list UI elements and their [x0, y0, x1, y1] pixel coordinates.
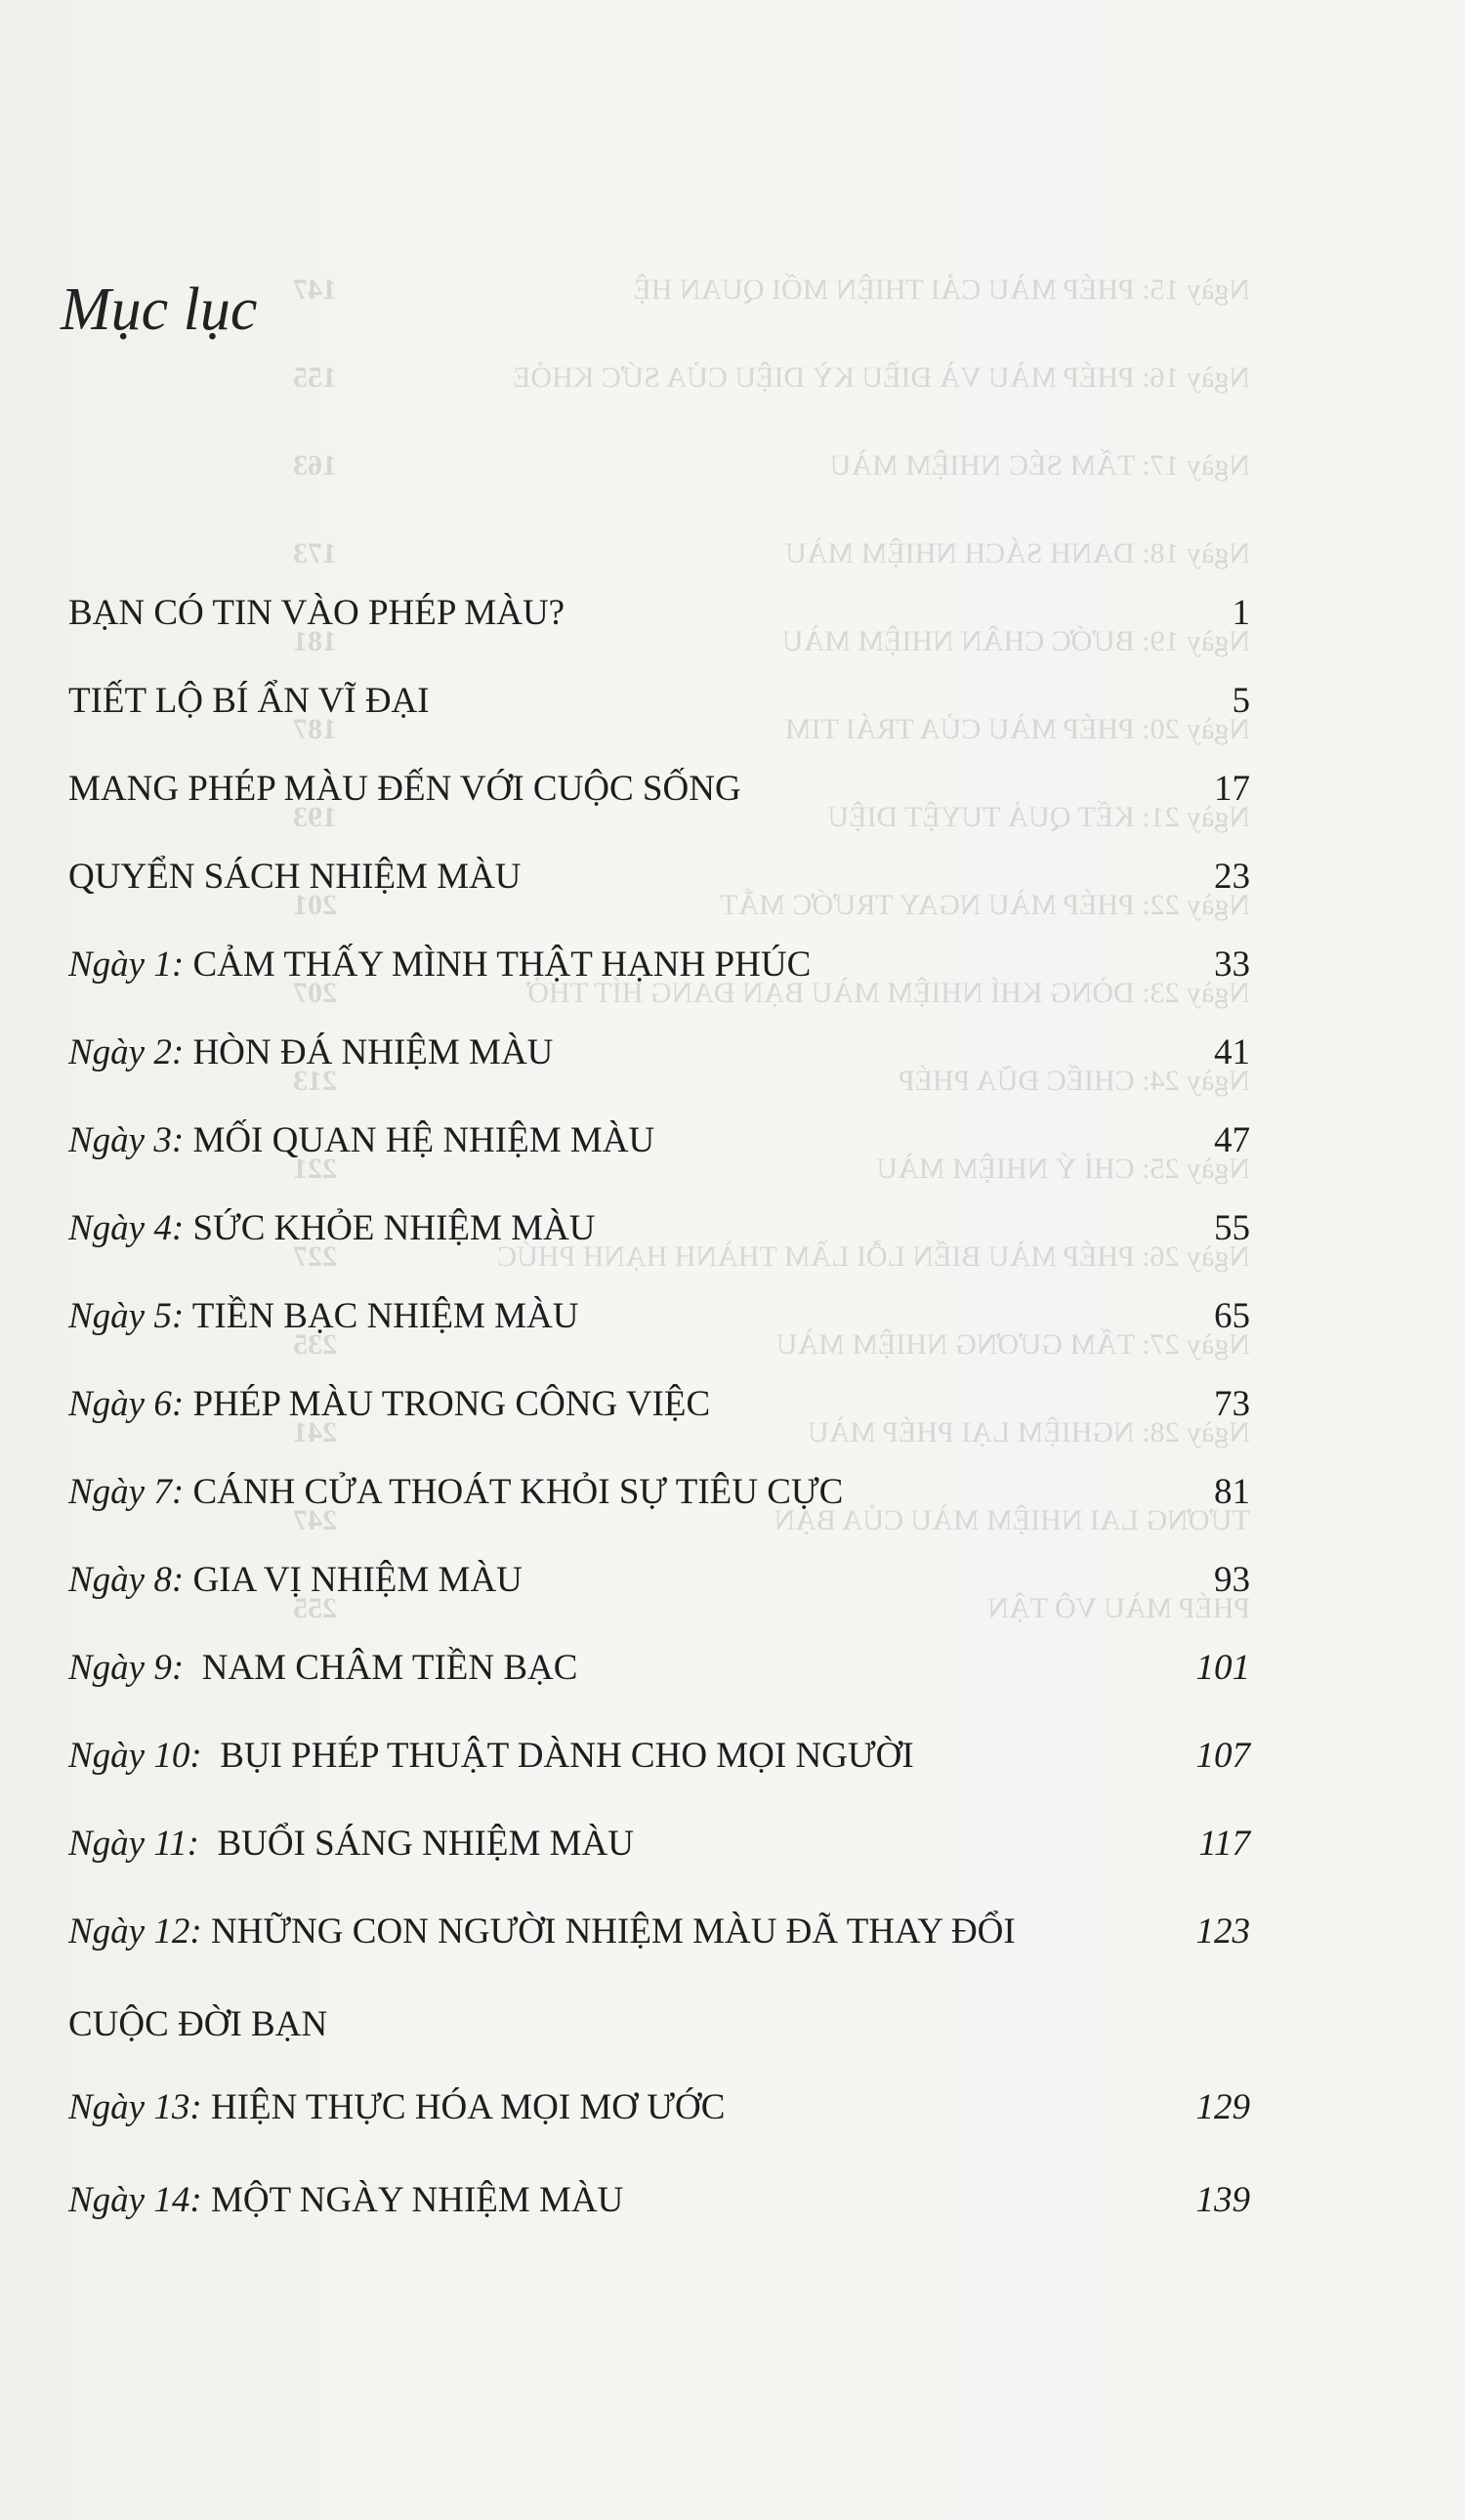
- toc-entry-title: MỘT NGÀY NHIỆM MÀU: [201, 2180, 624, 2220]
- toc-entry-day: Ngày 7:: [68, 1472, 185, 1512]
- bleed-through-title: Ngày 19: BƯỚC CHÂN NHIỆM MÀU: [781, 625, 1250, 657]
- bleed-through-page: 207: [293, 977, 337, 1009]
- bleed-through-line: [293, 361, 1250, 420]
- toc-entry-day: Ngày 6:: [68, 1384, 185, 1424]
- bleed-through-page: 187: [293, 713, 337, 745]
- toc-entry-title: CẢM THẤY MÌNH THẬT HẠNH PHÚC: [184, 945, 812, 985]
- toc-entry-page: 23: [1214, 857, 1250, 897]
- toc-entry: [68, 938, 1250, 992]
- bleed-through-title: Ngày 21: KẾT QUẢ TUYỆT DIỆU: [827, 801, 1250, 833]
- toc-entry-title: MỐI QUAN HỆ NHIỆM MÀU: [184, 1120, 655, 1160]
- toc-entry-day: Ngày 9:: [68, 1648, 185, 1688]
- toc-entry-day: Ngày 4:: [68, 1208, 185, 1248]
- toc-entry-page: 73: [1214, 1384, 1250, 1424]
- toc-entry: [68, 1465, 1250, 1520]
- toc-entry-title: TIỀN BẠC NHIỆM MÀU: [184, 1296, 579, 1336]
- toc-entry-title: BUỔI SÁNG NHIỆM MÀU: [198, 1824, 634, 1864]
- bleed-through-title: Ngày 22: PHÉP MÀU NGAY TRƯỚC MẮT: [720, 889, 1250, 921]
- toc-entry-title: HÒN ĐÁ NHIỆM MÀU: [184, 1032, 554, 1072]
- toc-entry-page: 123: [1195, 1911, 1250, 1952]
- toc-entry: [68, 586, 1250, 641]
- bleed-through-title: Ngày 20: PHÉP MÀU CỦA TRÁI TIM: [784, 713, 1250, 745]
- bleed-through-title: Ngày 28: NGHIỆM LẠI PHÉP MÀU: [807, 1416, 1250, 1449]
- toc-entry-day: Ngày 12:: [68, 1911, 202, 1952]
- toc-entry-day: Ngày 13:: [68, 2087, 202, 2127]
- toc-entry-day: Ngày 5:: [68, 1296, 185, 1336]
- toc-entry-page: 5: [1232, 681, 1250, 721]
- toc-entry-title: PHÉP MÀU TRONG CÔNG VIỆC: [184, 1384, 711, 1424]
- toc-entry-day: Ngày 8:: [68, 1560, 185, 1600]
- bleed-through-title: Ngày 16: PHÉP MÀU VÀ ĐIỀU KỲ DIỆU CỦA SỨC KHỎE: [513, 361, 1250, 394]
- toc-entry: [68, 1553, 1250, 1608]
- toc-entry: [68, 2080, 1250, 2135]
- toc-entry-title: BỤI PHÉP THUẬT DÀNH CHO MỌI NGƯỜI: [201, 1736, 914, 1776]
- toc-entry-page: 1: [1232, 593, 1250, 633]
- toc-entry-title: NAM CHÂM TIỀN BẠC: [184, 1648, 578, 1688]
- bleed-through-title: TƯƠNG LAI NHIỆM MÀU CỦA BẠN: [774, 1504, 1250, 1536]
- toc-entry-page: 93: [1214, 1560, 1250, 1600]
- toc-entry-page: 41: [1214, 1032, 1250, 1072]
- bleed-through-page: 235: [293, 1328, 337, 1361]
- bleed-through-page: 173: [293, 537, 337, 569]
- toc-entry-page: 33: [1214, 945, 1250, 985]
- toc-entry: [68, 1289, 1250, 1344]
- toc-entry: [68, 1377, 1250, 1432]
- bleed-through-page: 155: [293, 361, 337, 394]
- toc-entry-page: 101: [1195, 1648, 1250, 1688]
- toc-entry: [68, 850, 1250, 904]
- bleed-through-title: Ngày 25: CHỈ Ý NHIỆM MÀU: [876, 1153, 1250, 1185]
- toc-entry: [68, 762, 1250, 817]
- toc-entry-title: GIA VỊ NHIỆM MÀU: [184, 1560, 523, 1600]
- toc-entry-day: Ngày 3:: [68, 1120, 185, 1160]
- bleed-through-page: 247: [293, 1504, 337, 1536]
- bleed-through-title: Ngày 18: DANH SÁCH NHIỆM MÀU: [785, 537, 1250, 569]
- toc-entry-page: 129: [1195, 2087, 1250, 2127]
- toc-entry: [68, 2173, 1250, 2228]
- toc-entry-title: CUỘC ĐỜI BẠN: [68, 2004, 328, 2044]
- toc-entry-day: Ngày 11:: [68, 1824, 199, 1864]
- toc-entry-page: 81: [1214, 1472, 1250, 1512]
- toc-entry: [68, 1641, 1250, 1696]
- bleed-through-title: Ngày 27: TẤM GƯƠNG NHIỆM MÀU: [775, 1328, 1250, 1361]
- toc-entry: [68, 1817, 1250, 1871]
- toc-entry-page: 117: [1198, 1824, 1250, 1864]
- bleed-through-line: [293, 273, 1250, 332]
- toc-entry-page: 139: [1195, 2180, 1250, 2220]
- toc-entry-title: NHỮNG CON NGƯỜI NHIỆM MÀU ĐÃ THAY ĐỔI: [201, 1911, 1016, 1952]
- toc-entry-page: 47: [1214, 1120, 1250, 1160]
- bleed-through-line: [293, 449, 1250, 508]
- bleed-through-title: Ngày 26: PHÉP MÀU BIẾN LỖI LẦM THÀNH HẠNH PHÚC: [497, 1240, 1250, 1273]
- bleed-through-page: 221: [293, 1153, 337, 1185]
- toc-entry: [68, 1201, 1250, 1256]
- toc-entry: [68, 1729, 1250, 1784]
- toc-entry-title: TIẾT LỘ BÍ ẨN VĨ ĐẠI: [68, 681, 430, 721]
- bleed-through-page: 241: [293, 1416, 337, 1449]
- bleed-through-page: 181: [293, 625, 337, 657]
- bleed-through-page: 213: [293, 1065, 337, 1097]
- toc-entry-day: Ngày 2:: [68, 1032, 185, 1072]
- bleed-through-title: Ngày 17: TẤM SÉC NHIỆM MÀU: [829, 449, 1250, 482]
- toc-entry-title: BẠN CÓ TIN VÀO PHÉP MÀU?: [68, 593, 565, 633]
- toc-entry-page: 107: [1195, 1736, 1250, 1776]
- bleed-through-page: 227: [293, 1240, 337, 1273]
- bleed-through-title: Ngày 23: DÒNG KHÍ NHIỆM MÀU BẠN ĐANG HÍT THỞ: [527, 977, 1250, 1009]
- toc-entry: [68, 1113, 1250, 1168]
- toc-entry-day: Ngày 10:: [68, 1736, 202, 1776]
- toc-entry-page: 65: [1214, 1296, 1250, 1336]
- toc-entry: [68, 674, 1250, 729]
- toc-entry-title: SỨC KHỎE NHIỆM MÀU: [184, 1208, 596, 1248]
- bleed-through-title: Ngày 24: CHIẾC ĐŨA PHÉP: [898, 1065, 1250, 1097]
- toc-entry-title: MANG PHÉP MÀU ĐẾN VỚI CUỘC SỐNG: [68, 769, 741, 809]
- toc-entry-title: CÁNH CỬA THOÁT KHỎI SỰ TIÊU CỰC: [184, 1472, 844, 1512]
- toc-entry: [68, 1905, 1250, 1959]
- toc-entry-page: 17: [1214, 769, 1250, 809]
- bleed-through-page: 147: [293, 273, 337, 306]
- toc-entry-title: QUYỂN SÁCH NHIỆM MÀU: [68, 857, 522, 897]
- bleed-through-page: 201: [293, 889, 337, 921]
- toc-entry-day: Ngày 1:: [68, 945, 185, 985]
- toc-entry-page: 55: [1214, 1208, 1250, 1248]
- toc-entry-title: HIỆN THỰC HÓA MỌI MƠ ƯỚC: [201, 2087, 726, 2127]
- bleed-through-title: PHÉP MÀU VÔ TẬN: [987, 1592, 1250, 1624]
- toc-entry-day: Ngày 14:: [68, 2180, 202, 2220]
- page-title: Mục lục: [61, 276, 258, 343]
- bleed-through-page: 255: [293, 1592, 337, 1624]
- bleed-through-title: Ngày 15: PHÉP MÀU CẢI THIỆN MỐI QUAN HỆ: [633, 273, 1250, 306]
- bleed-through-page: 163: [293, 449, 337, 482]
- toc-entry: [68, 1997, 1250, 2052]
- bleed-through-page: 193: [293, 801, 337, 833]
- toc-entry: [68, 1026, 1250, 1080]
